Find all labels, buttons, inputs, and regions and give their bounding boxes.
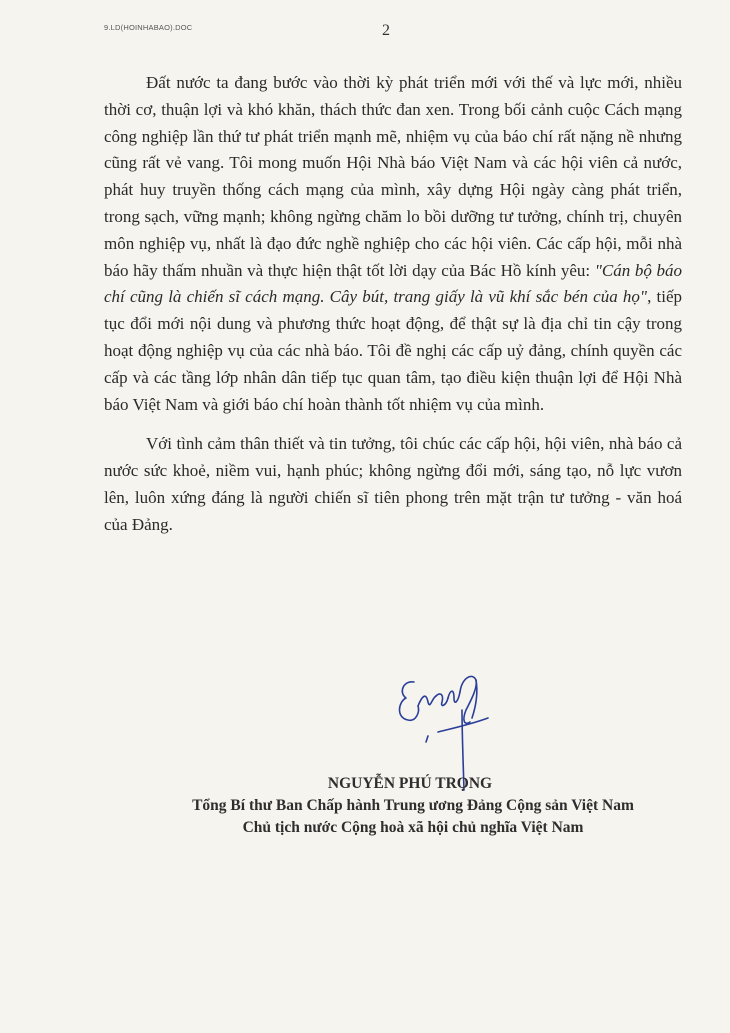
file-reference: 9.LD(HOINHABAO).DOC [104, 23, 193, 32]
paragraph-1-text-a: Đất nước ta đang bước vào thời kỳ phát triển mới với thế và lực mới, nhiều thời cơ, thuận lợi và khó khăn, thách thức đan xen. Trong bối cảnh cuộc Cách mạng công nghiệp lần thứ tư phát triển mạnh mẽ, nhiệm vụ của báo chí rất nặng nề nhưng cũng rất vẻ vang. Tôi mong muốn Hội Nhà báo Việt Nam và các hội viên cả nước, phát huy truyền thống cách mạng của mình, xây dựng Hội ngày càng phát triển, trong sạch, vững mạnh; không ngừng chăm lo bồi dưỡng tư tưởng, chính trị, chuyên môn nghiệp vụ, nhất là đạo đức nghề nghiệp cho các hội viên. Các cấp hội, mỗi nhà báo hãy thấm nhuần và thực hiện thật tốt lời dạy của Bác Hồ kính yêu: [104, 73, 682, 280]
page-number: 2 [382, 22, 390, 39]
paragraph-1-text-b: , tiếp tục đổi mới nội dung và phương thức hoạt động, để thật sự là địa chỉ tin cậy trong hoạt động nghiệp vụ của các nhà báo. Tôi đề nghị các cấp uỷ đảng, chính quyền các cấp và các tầng lớp nhân dân tiếp tục quan tâm, tạo điều kiện thuận lợi để Hội Nhà báo Việt Nam và giới báo chí hoàn thành tốt nhiệm vụ của mình. [104, 287, 683, 414]
signer-title-state: Chủ tịch nước Cộng hoà xã hội chủ nghĩa Việt Nam [242, 819, 584, 836]
letter-body [104, 70, 682, 539]
paragraph-1 [104, 70, 682, 418]
bac-ho-quote: "Cán bộ báo chí cũng là chiến sĩ cách mạng. Cây bút, trang giấy là vũ khí sắc bén của họ" [104, 260, 682, 307]
paragraph-2: Với tình cảm thân thiết và tin tưởng, tôi chúc các cấp hội, hội viên, nhà báo cả nước sức khoẻ, niềm vui, hạnh phúc; không ngừng đổi mới, sáng tạo, nỗ lực vươn lên, luôn xứng đáng là người chiến sĩ tiên phong trên mặt trận tư tưởng - văn hoá của Đảng. [104, 434, 682, 534]
signer-name: NGUYỄN PHÚ TRỌNG [327, 775, 493, 792]
handwritten-signature [392, 662, 502, 792]
signer-title-party: Tổng Bí thư Ban Chấp hành Trung ương Đảng Cộng sản Việt Nam [192, 797, 634, 814]
